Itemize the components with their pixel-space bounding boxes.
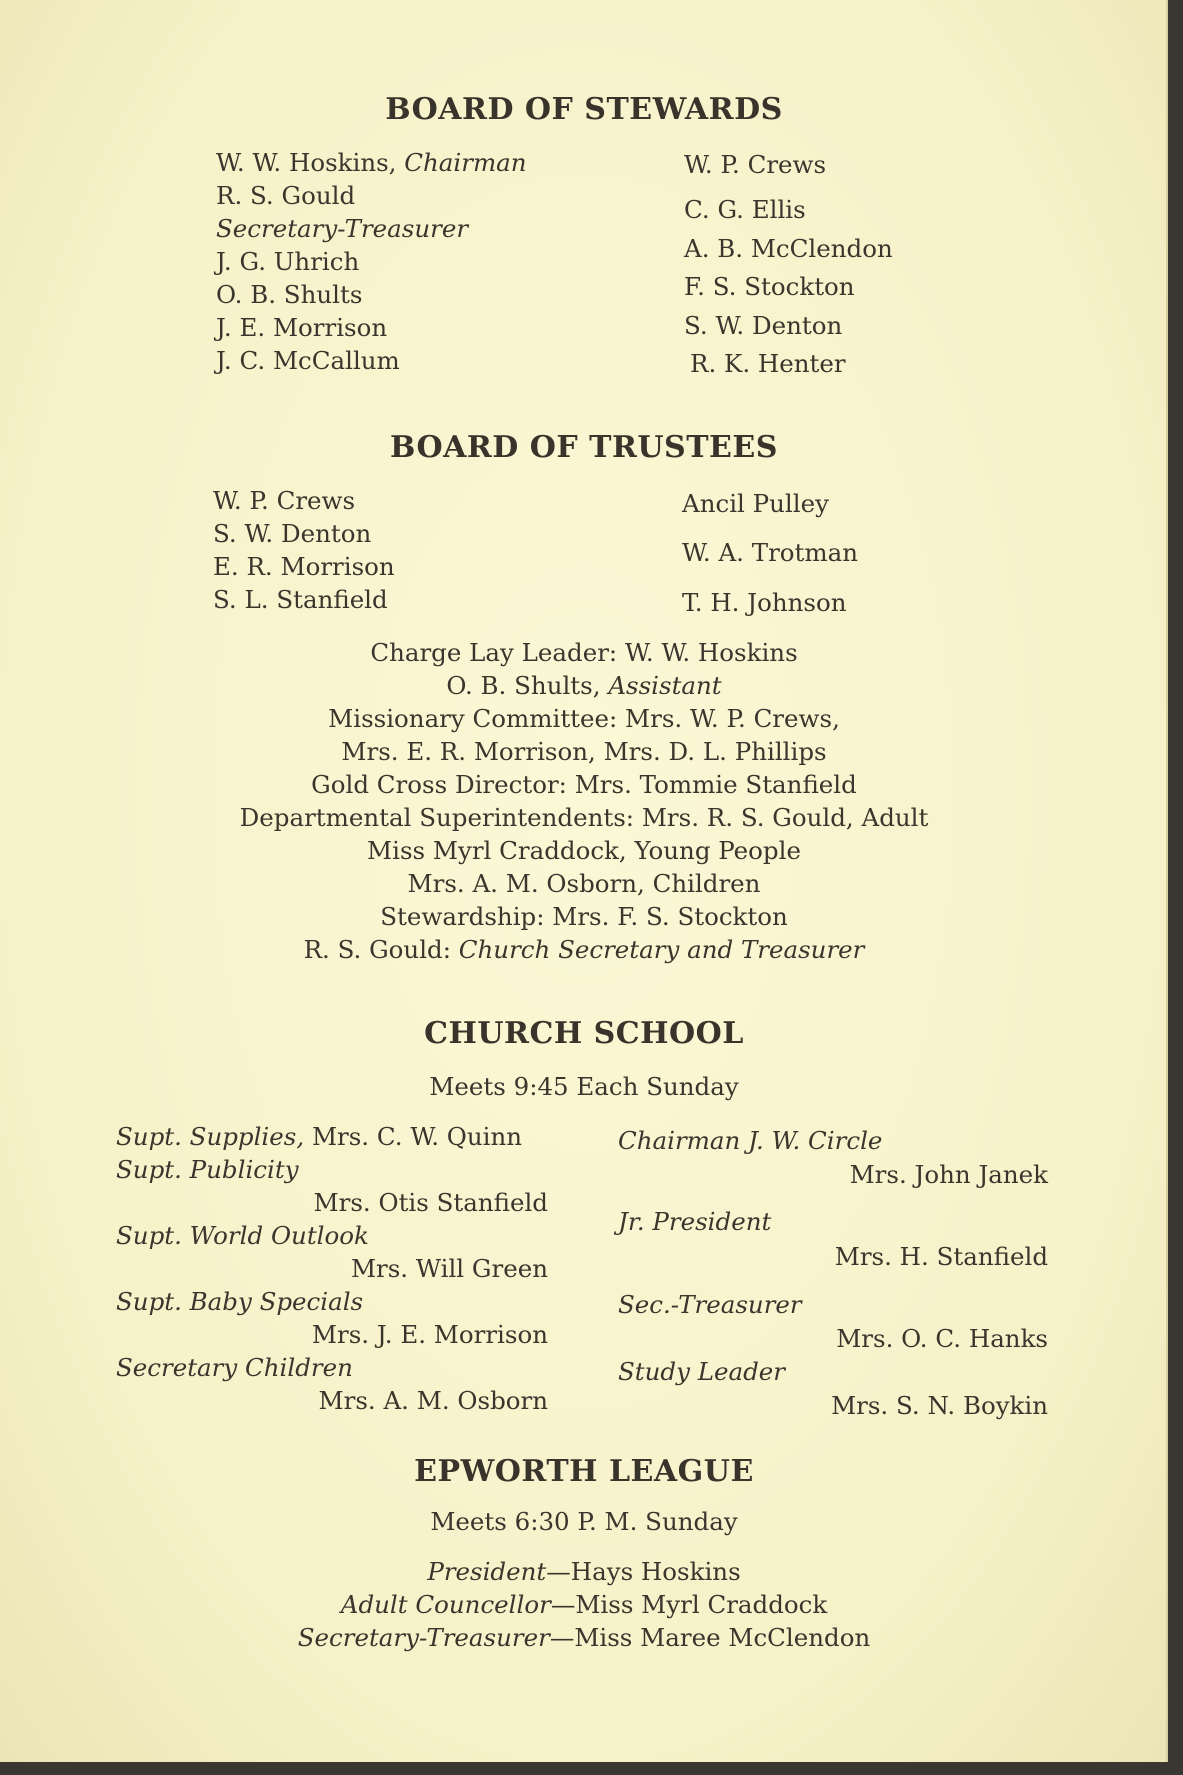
cs-role: Supt. Baby Specials	[116, 1287, 364, 1316]
gold-cross-director: Gold Cross Director: Mrs. Tommie Stanfield	[311, 770, 857, 799]
steward-role: Chairman	[404, 148, 527, 177]
epworth-name: —Miss Maree McClendon	[549, 1623, 871, 1652]
trustees-heading: BOARD OF TRUSTEES	[390, 430, 778, 465]
epworth-role: Secretary-Treasurer	[297, 1623, 550, 1652]
cs-name: Mrs. O. C. Hanks	[836, 1324, 1048, 1353]
cs-role: Supt. World Outlook	[116, 1221, 369, 1250]
missionary-committee: Missionary Committee: Mrs. W. P. Crews,	[328, 704, 840, 733]
cs-name: Mrs. S. N. Boykin	[831, 1391, 1048, 1420]
cs-name: Mrs. H. Stanfield	[834, 1242, 1048, 1271]
steward-name: W. P. Crews	[684, 150, 827, 179]
cs-name: Mrs. J. E. Morrison	[311, 1320, 548, 1349]
trustee-name: T. H. Johnson	[682, 588, 847, 617]
steward-name: A. B. McClendon	[684, 234, 893, 263]
secretary-role: Church Secretary and Treasurer	[458, 935, 865, 964]
trustee-name: E. R. Morrison	[213, 552, 395, 581]
epworth-name: —Miss Myrl Craddock	[550, 1590, 828, 1619]
trustee-name: W. P. Crews	[213, 486, 356, 515]
church-school-heading: CHURCH SCHOOL	[424, 1016, 744, 1051]
steward-name: J. C. McCallum	[216, 346, 400, 375]
church-school-meets: Meets 9:45 Each Sunday	[429, 1072, 739, 1101]
trustee-name: W. A. Trotman	[682, 538, 859, 567]
cs-role: Secretary Children	[116, 1353, 353, 1382]
epworth-councellor	[0, 1590, 1168, 1619]
stewards-heading: BOARD OF STEWARDS	[385, 92, 783, 127]
epworth-heading: EPWORTH LEAGUE	[414, 1454, 754, 1489]
epworth-meets: Meets 6:30 P. M. Sunday	[430, 1507, 738, 1536]
cs-role: Supt. Publicity	[116, 1155, 299, 1184]
steward-role: Secretary-Treasurer	[216, 214, 469, 243]
epworth-role: President	[427, 1557, 547, 1586]
epworth-president	[0, 1557, 1168, 1586]
cs-name: Mrs. John Janek	[849, 1160, 1048, 1189]
cs-role: Jr. President	[618, 1207, 772, 1236]
steward-name: F. S. Stockton	[684, 272, 855, 301]
cs-name: Mrs. Will Green	[350, 1254, 548, 1283]
steward-name: S. W. Denton	[684, 311, 843, 340]
steward-name: W. W. Hoskins,	[216, 148, 397, 177]
lay-leader-assistant	[0, 671, 1168, 700]
cs-name: Mrs. Otis Stanfield	[313, 1188, 548, 1217]
superintendent-young-people: Miss Myrl Craddock, Young People	[367, 836, 801, 865]
steward-name: R. K. Henter	[690, 349, 846, 378]
steward-name: C. G. Ellis	[684, 195, 806, 224]
trustee-name: S. L. Stanfield	[213, 585, 388, 614]
trustee-name: Ancil Pulley	[682, 489, 829, 518]
stewardship: Stewardship: Mrs. F. S. Stockton	[380, 902, 788, 931]
departmental-superintendents: Departmental Superintendents: Mrs. R. S. Gould, Adult	[239, 803, 929, 832]
cs-supplies	[116, 1122, 522, 1151]
superintendent-children: Mrs. A. M. Osborn, Children	[407, 869, 761, 898]
steward-name: R. S. Gould	[216, 181, 356, 210]
epworth-role: Adult Councellor	[340, 1590, 551, 1619]
cs-role: Supt. Supplies,	[116, 1122, 305, 1151]
assistant-name: O. B. Shults,	[446, 671, 601, 700]
lay-leader: Charge Lay Leader: W. W. Hoskins	[370, 638, 798, 667]
steward-name: J. G. Uhrich	[216, 247, 360, 276]
steward-name: O. B. Shults	[216, 280, 363, 309]
cs-name: Mrs. C. W. Quinn	[311, 1122, 523, 1151]
steward-chairman	[216, 148, 527, 177]
secretary-name: R. S. Gould:	[303, 935, 451, 964]
cs-role: Sec.-Treasurer	[618, 1290, 802, 1319]
steward-name: J. E. Morrison	[216, 313, 388, 342]
cs-role: Study Leader	[618, 1357, 785, 1386]
assistant-role: Assistant	[608, 671, 722, 700]
cs-name: Mrs. A. M. Osborn	[318, 1386, 548, 1415]
epworth-secretary-treasurer	[0, 1623, 1168, 1652]
trustee-name: S. W. Denton	[213, 519, 372, 548]
cs-role: Chairman J. W. Circle	[618, 1126, 883, 1155]
church-secretary	[0, 935, 1168, 964]
epworth-name: —Hays Hoskins	[546, 1557, 741, 1586]
missionary-committee-cont: Mrs. E. R. Morrison, Mrs. D. L. Phillips	[341, 737, 827, 766]
